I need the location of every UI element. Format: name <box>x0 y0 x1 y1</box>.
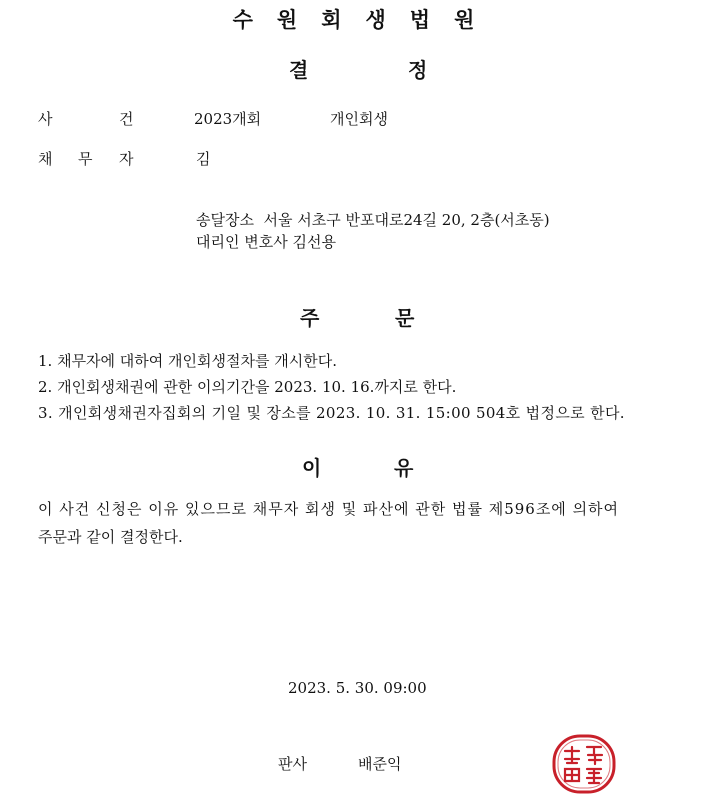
reason-heading-right: 유 <box>394 456 414 480</box>
order-item-1: 1. 채무자에 대하여 개인회생절차를 개시한다. <box>38 352 337 370</box>
judge-title: 판사 <box>278 755 307 773</box>
order-heading-right: 문 <box>395 306 415 330</box>
debtor-label-1: 채 <box>38 150 53 168</box>
case-label-1: 사 <box>38 110 53 128</box>
decision-date: 2023. 5. 30. 09:00 <box>288 679 427 697</box>
debtor-label-3: 자 <box>119 150 134 168</box>
doc-type-left: 결 <box>289 58 309 82</box>
case-label-2: 건 <box>119 110 134 128</box>
service-address: 송달장소 서울 서초구 반포대로24길 20, 2층(서초동) <box>196 211 550 229</box>
order-item-2: 2. 개인회생채권에 관한 이의기간을 2023. 10. 16.까지로 한다. <box>38 378 457 396</box>
judge-seal-icon <box>551 733 617 795</box>
agent: 대리인 변호사 김선용 <box>196 233 336 251</box>
debtor-name: 김 <box>196 150 211 168</box>
debtor-label-2: 무 <box>78 150 93 168</box>
order-heading-left: 주 <box>300 306 320 330</box>
order-item-3: 3. 개인회생채권자집회의 기일 및 장소를 2023. 10. 31. 15:00 504호 법정으로 한다. <box>38 404 625 422</box>
reason-line-1: 이 사건 신청은 이유 있으므로 채무자 회생 및 파산에 관한 법률 제596조에 의하여 <box>38 500 620 518</box>
court-name: 수원회생법원 <box>232 8 499 32</box>
judge-name: 배준익 <box>358 755 402 773</box>
reason-heading-left: 이 <box>302 456 322 480</box>
doc-type-right: 정 <box>408 58 428 82</box>
case-type: 개인회생 <box>330 110 388 128</box>
reason-line-2: 주문과 같이 결정한다. <box>38 528 183 546</box>
case-number: 2023개회 <box>194 110 262 128</box>
